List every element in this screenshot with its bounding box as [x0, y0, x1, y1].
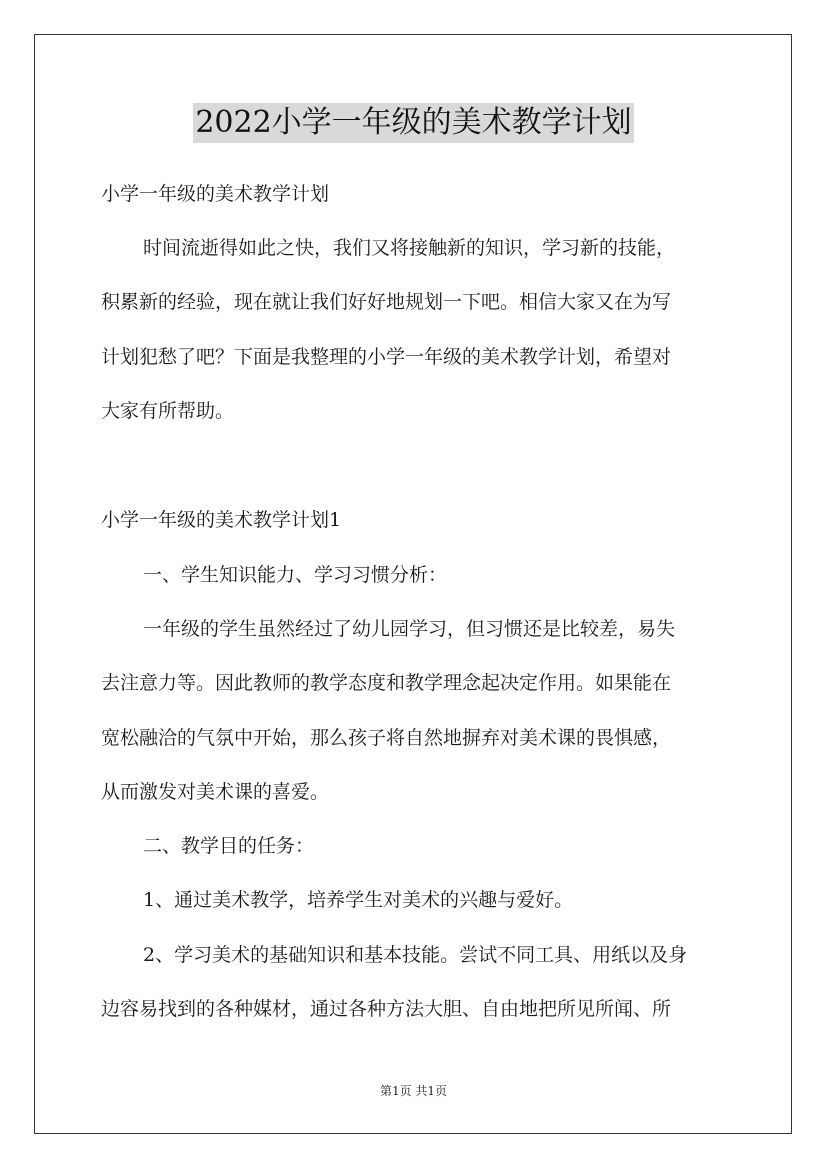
- list-item: 1、通过美术教学，培养学生对美术的兴趣与爱好。: [143, 889, 574, 911]
- subsection-heading: 一、学生知识能力、学习习惯分析：: [143, 564, 448, 586]
- paragraph-line: 计划犯愁了吧？下面是我整理的小学一年级的美术教学计划，希望对: [101, 346, 672, 368]
- paragraph-line: 去注意力等。因此教师的教学态度和教学理念起决定作用。如果能在: [101, 672, 672, 694]
- paragraph-line: 宽松融洽的气氛中开始，那么孩子将自然地摒弃对美术课的畏惧感，: [101, 727, 672, 749]
- subsection-heading: 二、教学目的任务：: [143, 835, 315, 857]
- section-heading: 小学一年级的美术教学计划1: [101, 509, 342, 531]
- list-item: 2、学习美术的基础知识和基本技能。尝试不同工具、用纸以及身: [143, 944, 688, 966]
- paragraph-line: 积累新的经验，现在就让我们好好地规划一下吧。相信大家又在为写: [101, 291, 672, 313]
- title-container: [0, 103, 827, 143]
- paragraph-line: 一年级的学生虽然经过了幼儿园学习，但习惯还是比较差，易失: [143, 618, 676, 640]
- paragraph-line: 从而激发对美术课的喜爱。: [101, 781, 330, 803]
- paragraph-line: 大家有所帮助。: [101, 400, 235, 422]
- subtitle-line: 小学一年级的美术教学计划: [101, 183, 330, 205]
- paragraph-line: 时间流逝得如此之快，我们又将接触新的知识，学习新的技能，: [143, 237, 676, 259]
- document-title: 2022小学一年级的美术教学计划: [193, 103, 633, 143]
- page-footer: 第1页 共1页: [379, 1084, 448, 1098]
- paragraph-line: 边容易找到的各种媒材，通过各种方法大胆、自由地把所见所闻、所: [101, 998, 672, 1020]
